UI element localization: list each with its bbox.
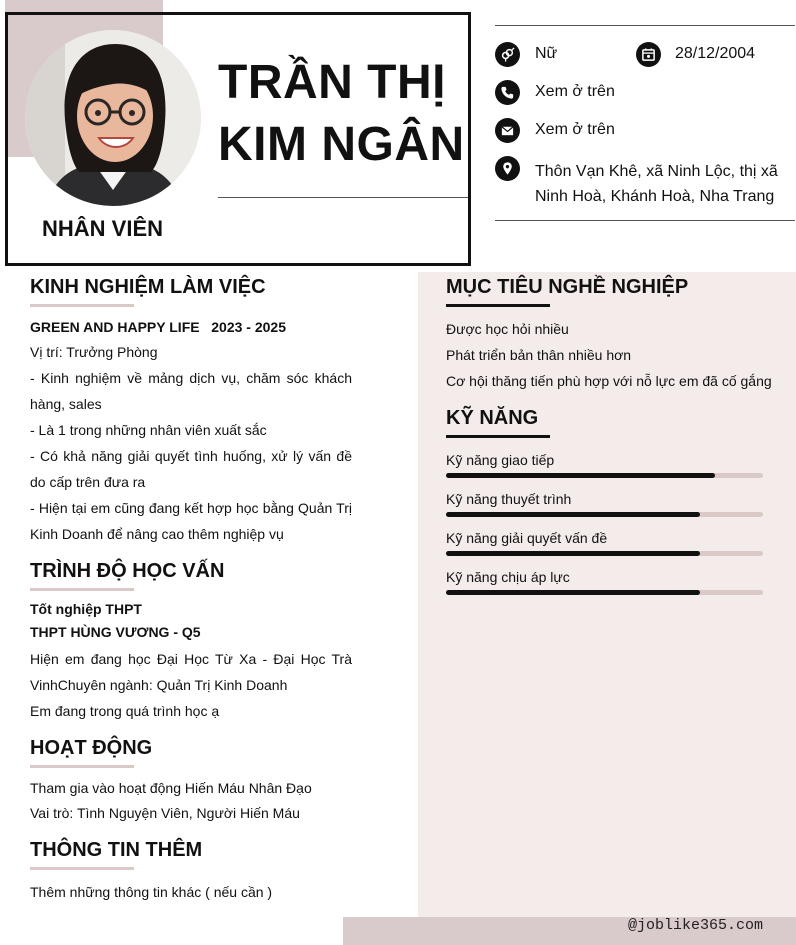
- objective-heading: MỤC TIÊU NGHỀ NGHIỆP: [446, 276, 689, 298]
- gender-icon: [495, 42, 520, 67]
- address-line-1: Thôn Vạn Khê, xã Ninh Lộc, thị xã: [535, 163, 778, 180]
- job-title: NHÂN VIÊN: [42, 216, 164, 241]
- education-school: THPT HÙNG VƯƠNG - Q5: [30, 624, 201, 640]
- experience-company: GREEN AND HAPPY LIFE: [30, 319, 200, 335]
- skill-bar-fill: [446, 551, 700, 556]
- experience-heading: KINH NGHIỆM LÀM VIỆC: [30, 276, 266, 298]
- name-divider: [218, 197, 468, 198]
- phone-icon: [495, 80, 520, 105]
- skill-bar-fill: [446, 473, 715, 478]
- skill-bar-fill: [446, 512, 700, 517]
- skill-name: Kỹ năng giải quyết vấn đề: [446, 530, 608, 546]
- objective-item: Phát triển bản thân nhiều hơn: [446, 347, 632, 363]
- skill-bar: [446, 551, 763, 556]
- experience-bullets: [30, 365, 352, 547]
- phone-value: Xem ở trên: [535, 83, 615, 100]
- experience-bullet: - Hiện tại em cũng đang kết hợp học bằng Quản Trị Kinh Doanh để nâng cao thêm nghiệp vụ: [30, 500, 352, 542]
- experience-position: Vị trí: Trưởng Phòng: [30, 344, 158, 360]
- extra-info-line: Thêm những thông tin khác ( nếu cần ): [30, 884, 273, 900]
- experience-company-row: [30, 314, 286, 340]
- skill-name: Kỹ năng chịu áp lực: [446, 569, 570, 585]
- calendar-icon: [636, 42, 661, 67]
- skill-name: Kỹ năng thuyết trình: [446, 491, 572, 507]
- experience-period: 2023 - 2025: [211, 319, 286, 335]
- email-value: Xem ở trên: [535, 121, 615, 138]
- name-line-2: KIM NGÂN: [218, 118, 465, 171]
- objective-item: Được học hỏi nhiều: [446, 321, 569, 337]
- skills-underline: [446, 435, 550, 438]
- skills-heading: KỸ NĂNG: [446, 407, 539, 429]
- experience-bullet: - Kinh nghiệm về mảng dịch vụ, chăm sóc khách hàng, sales: [30, 370, 352, 412]
- activities-heading: HOẠT ĐỘNG: [30, 737, 153, 759]
- activities-line-1: Tham gia vào hoạt động Hiến Máu Nhân Đạo: [30, 780, 312, 796]
- contact-top-divider: [495, 25, 795, 26]
- activities-underline: [30, 765, 134, 768]
- skill-name: Kỹ năng giao tiếp: [446, 452, 555, 468]
- email-icon: [495, 118, 520, 143]
- gender-value: Nữ: [535, 45, 558, 62]
- experience-bullet: - Là 1 trong những nhân viên xuất sắc: [30, 422, 267, 438]
- skill-bar: [446, 512, 763, 517]
- skill-bar: [446, 590, 763, 595]
- objective-underline: [446, 304, 550, 307]
- education-underline: [30, 588, 134, 591]
- activities-line-2: Vai trò: Tình Nguyện Viên, Người Hiến Máu: [30, 805, 300, 821]
- avatar: [25, 30, 201, 206]
- extra-info-heading: THÔNG TIN THÊM: [30, 839, 203, 861]
- education-status: Em đang trong quá trình học ạ: [30, 703, 220, 719]
- objective-item: Cơ hội thăng tiến phù hợp với nỗ lực em đã cố gắng: [446, 373, 772, 389]
- location-pin-icon: [495, 156, 520, 181]
- skill-bar-fill: [446, 590, 700, 595]
- birthdate-value: 28/12/2004: [675, 45, 756, 62]
- address-value: [535, 159, 778, 209]
- name-line-1: TRẦN THỊ: [218, 56, 446, 109]
- skill-bar: [446, 473, 763, 478]
- education-detail: Hiện em đang học Đại Học Từ Xa - Đại Học Trà VinhChuyên ngành: Quản Trị Kinh Doanh: [30, 651, 352, 693]
- education-degree: Tốt nghiệp THPT: [30, 601, 142, 617]
- watermark-text: @joblike365.com: [628, 917, 764, 934]
- education-heading: TRÌNH ĐỘ HỌC VẤN: [30, 560, 225, 582]
- extra-info-underline: [30, 867, 134, 870]
- candidate-name: [218, 52, 465, 176]
- experience-bullet: - Có khả năng giải quyết tình huống, xử lý vấn đề do cấp trên đưa ra: [30, 448, 352, 490]
- contact-bottom-divider: [495, 220, 795, 221]
- experience-underline: [30, 304, 134, 307]
- address-line-2: Ninh Hoà, Khánh Hoà, Nha Trang: [535, 188, 775, 205]
